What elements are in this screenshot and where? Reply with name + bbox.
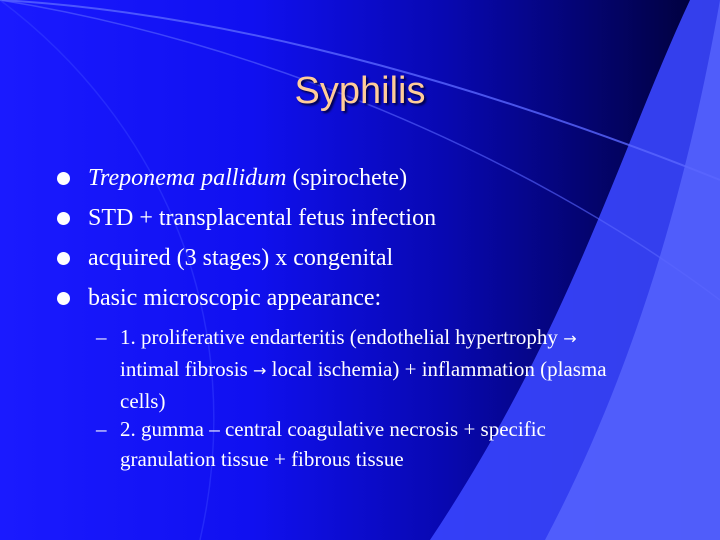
sub-bullet-1-part1: 1. proliferative endarteritis (endothelial hypertrophy (120, 325, 564, 349)
bullet-item-3: acquired (3 stages) x congenital (88, 245, 394, 271)
bullet-item-2: STD + transplacental fetus infection (88, 205, 437, 231)
sub-bullet-1-part2: intimal fibrosis (120, 357, 253, 381)
sub-bullet-1 (120, 322, 640, 416)
bullet-item-1 (88, 162, 407, 194)
slide-title: Syphilis (294, 70, 426, 112)
sub-bullet-2: 2. gumma – central coagulative necrosis + specific granulation tissue + fibrous tissue (120, 417, 546, 471)
sub-bullet-dash-1: – (96, 325, 107, 349)
arrow-right-icon: → (563, 329, 577, 348)
sub-bullet-1-part3: local ischemia) + inflammation (plasma cells) (120, 357, 607, 413)
arrow-right-icon: → (253, 361, 267, 380)
bullet-dot-icon (57, 252, 70, 265)
bullet-dot-icon (57, 172, 70, 185)
bullet-dot-icon (57, 212, 70, 225)
bullet-item-4: basic microscopic appearance: (88, 285, 382, 311)
sub-bullet-dash-2: – (96, 417, 107, 441)
bullet-item-1-rest: (spirochete) (286, 165, 408, 191)
bullet-dot-icon (57, 292, 70, 305)
bullet-item-1-italic: Treponema pallidum (88, 165, 287, 191)
